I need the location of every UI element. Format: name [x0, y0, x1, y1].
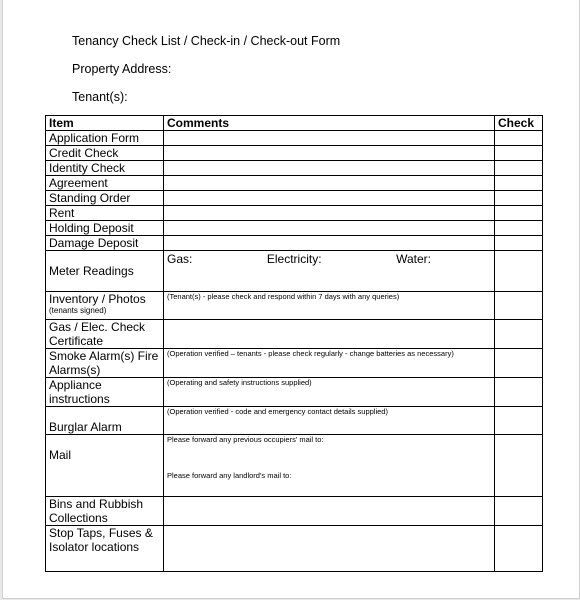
check-cell[interactable]	[495, 526, 543, 572]
item-cell: Gas / Elec. Check Certificate	[46, 320, 164, 349]
check-cell[interactable]	[495, 131, 543, 146]
check-cell[interactable]	[495, 161, 543, 176]
table-header-row	[46, 116, 543, 131]
comments-cell[interactable]	[164, 407, 495, 435]
comments-cell[interactable]	[164, 146, 495, 161]
table-row	[46, 407, 543, 435]
comments-cell[interactable]	[164, 435, 495, 497]
item-cell	[46, 292, 164, 320]
item-cell: Standing Order	[46, 191, 164, 206]
check-cell[interactable]	[495, 435, 543, 497]
table-row	[46, 292, 543, 320]
comments-cell[interactable]	[164, 236, 495, 251]
table-row	[46, 161, 543, 176]
check-cell[interactable]	[495, 378, 543, 407]
check-cell[interactable]	[495, 206, 543, 221]
property-address-label: Property Address:	[72, 62, 172, 76]
item-cell	[46, 435, 164, 497]
comments-cell[interactable]	[164, 292, 495, 320]
water-label: Water:	[396, 252, 431, 266]
column-header-check: Check	[495, 116, 543, 131]
item-cell: Holding Deposit	[46, 221, 164, 236]
check-cell[interactable]	[495, 251, 543, 292]
check-cell[interactable]	[495, 146, 543, 161]
comments-cell[interactable]	[164, 131, 495, 146]
item-cell: Identity Check	[46, 161, 164, 176]
gas-label: Gas:	[167, 252, 193, 266]
item-cell: Credit Check	[46, 146, 164, 161]
comments-cell[interactable]	[164, 320, 495, 349]
item-cell: Bins and Rubbish Collections	[46, 497, 164, 526]
check-cell[interactable]	[495, 176, 543, 191]
item-cell: Stop Taps, Fuses & Isolator locations	[46, 526, 164, 572]
comments-cell[interactable]	[164, 526, 495, 572]
comment-note: (Operating and safety instructions supplied)	[167, 378, 312, 387]
item-cell: Damage Deposit	[46, 236, 164, 251]
table-row	[46, 349, 543, 378]
mail-landlord-note: Please forward any landlord's mail to:	[167, 471, 292, 480]
table-row	[46, 497, 543, 526]
check-cell[interactable]	[495, 349, 543, 378]
table-row	[46, 435, 543, 497]
item-note: (tenants signed)	[49, 306, 107, 315]
document-page	[2, 0, 580, 599]
comments-cell[interactable]	[164, 378, 495, 407]
table-row	[46, 131, 543, 146]
item-label: Inventory / Photos	[49, 292, 146, 306]
table-row	[46, 221, 543, 236]
comment-note: (Operation verified – tenants - please check regularly - change batteries as necessary)	[167, 349, 454, 358]
item-cell: Meter Readings	[46, 251, 164, 292]
check-cell[interactable]	[495, 191, 543, 206]
checklist-table	[45, 115, 543, 572]
comments-cell[interactable]	[164, 497, 495, 526]
check-cell[interactable]	[495, 236, 543, 251]
column-header-comments: Comments	[164, 116, 495, 131]
item-cell: Burglar Alarm	[46, 407, 164, 435]
check-cell[interactable]	[495, 407, 543, 435]
item-label: Mail	[49, 447, 72, 462]
check-cell[interactable]	[495, 497, 543, 526]
comments-cell[interactable]	[164, 221, 495, 236]
mail-previous-occupiers-note: Please forward any previous occupiers' mail to:	[167, 435, 324, 444]
meter-labels	[167, 252, 491, 266]
table-row	[46, 191, 543, 206]
form-title: Tenancy Check List / Check-in / Check-out Form	[72, 34, 341, 48]
comment-note: (Tenant(s) - please check and respond within 7 days with any queries)	[167, 292, 400, 301]
comments-cell[interactable]	[164, 251, 495, 292]
table-row	[46, 251, 543, 292]
table-row	[46, 526, 543, 572]
item-cell: Smoke Alarm(s) Fire Alarms(s)	[46, 349, 164, 378]
table-row	[46, 236, 543, 251]
table-row	[46, 146, 543, 161]
item-cell: Appliance instructions	[46, 378, 164, 407]
comments-cell[interactable]	[164, 176, 495, 191]
electricity-label: Electricity:	[266, 252, 322, 266]
check-cell[interactable]	[495, 292, 543, 320]
check-cell[interactable]	[495, 320, 543, 349]
table-row	[46, 176, 543, 191]
comments-cell[interactable]	[164, 191, 495, 206]
item-cell: Rent	[46, 206, 164, 221]
check-cell[interactable]	[495, 221, 543, 236]
table-row	[46, 206, 543, 221]
comments-cell[interactable]	[164, 206, 495, 221]
comments-cell[interactable]	[164, 349, 495, 378]
comments-cell[interactable]	[164, 161, 495, 176]
comment-note: (Operation verified - code and emergency contact details supplied)	[167, 407, 388, 416]
column-header-item: Item	[46, 116, 164, 131]
table-row	[46, 320, 543, 349]
table-row	[46, 378, 543, 407]
item-cell: Application Form	[46, 131, 164, 146]
tenants-label: Tenant(s):	[72, 90, 128, 104]
item-cell: Agreement	[46, 176, 164, 191]
